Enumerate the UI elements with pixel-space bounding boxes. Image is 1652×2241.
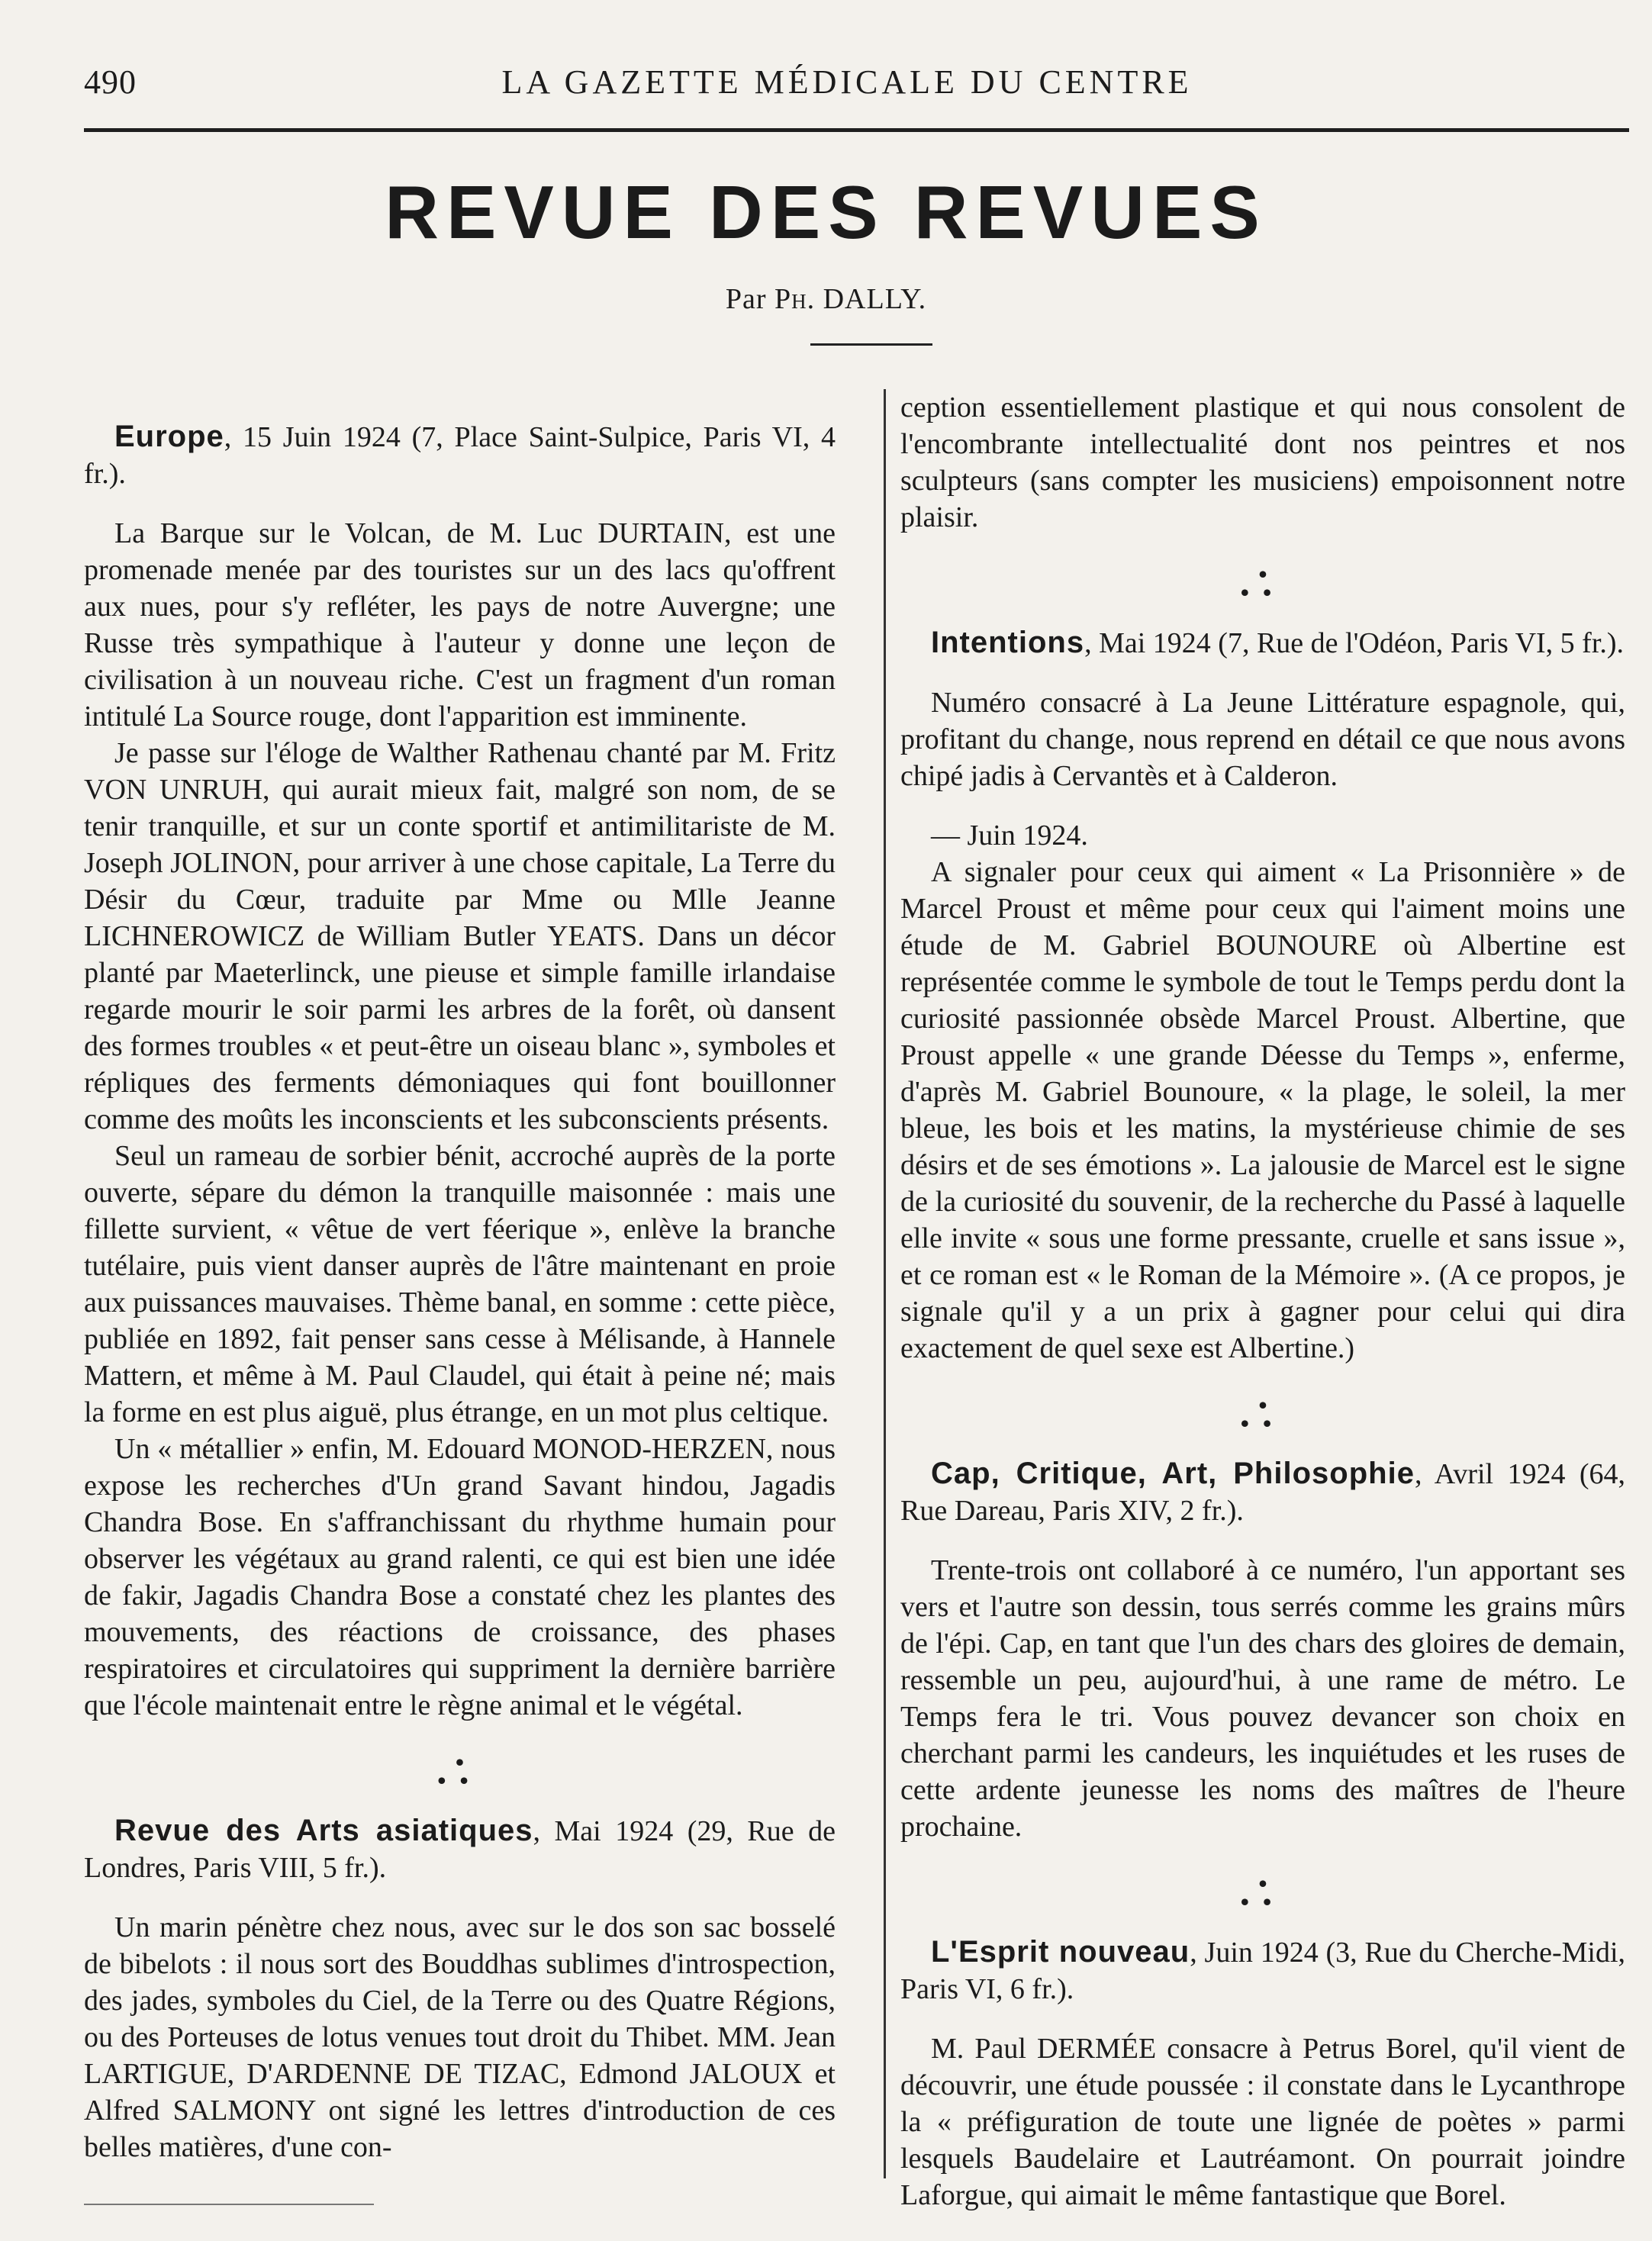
entry-heading-esprit-nouveau <box>900 1934 1625 2008</box>
paragraph: A signaler pour ceux qui aiment « La Prisonnière » de Marcel Proust et même pour ceux qui l'aiment moins une étude de M. Gabriel BOUNOURE où Albertine est représentée comme le symbole de tout le Temps perdu dont la curiosité passionnée obsède Marcel Proust. Albertine, que Proust appelle « une grande Déesse du Temps », enferme, d'après M. Gabriel Bounoure, « la plage, le soleil, la mer bleue, les bois et les matins, la mystérieuse chimie de ses désirs et de ses émotions ». La jalousie de Marcel est le signe de la curiosité du souvenir, de la recherche du Passé à laquelle elle invite « sous une forme pressante, cruelle et sans issue », et ce roman est « le Roman de la Mémoire ». (A ce propos, je signale qu'il y a un prix à gagner pour celui qui dira exactement de quel sexe est Albertine.) <box>900 856 1625 1364</box>
separator-dot: • <box>1258 1869 1267 1897</box>
separator-dots: •• <box>437 1766 482 1794</box>
separator-dots: •• <box>1240 578 1286 606</box>
paragraph: — Juin 1924. <box>931 819 1088 852</box>
section-separator <box>900 1869 1625 1915</box>
journal-title-arts-asiatiques: Revue des Arts asiatiques <box>114 1814 533 1847</box>
title-rule <box>810 343 932 346</box>
journal-details-intentions: , Mai 1924 (7, Rue de l'Odéon, Paris VI, 5 fr.). <box>1084 627 1625 659</box>
paragraph-continuation: ception essentiellement plastique et qui nous consolent de l'encombrante intellectualité dont nos peintres et nos sculpteurs (sans compter les musiciens) empoisonnent notre plaisir. <box>900 391 1625 533</box>
separator-dot: • <box>455 1748 465 1776</box>
journal-name: LA GAZETTE MÉDICALE DU CENTRE <box>501 63 1193 101</box>
paragraph: Trente-trois ont collaboré à ce numéro, l'un apportant ses vers et l'autre son dessin, tous serrés comme les grains mûrs de l'épi. Cap, en tant que l'un des chars des gloires de demain, ressemble un peu, aujourd'hui, à une rame de métro. Le Temps fera le tri. Vous pouvez devancer son choix en cherchant parmi les candeurs, les inquiétudes et les ruses de cette ardente jeunesse les noms des maîtres de l'heure prochaine. <box>900 1554 1625 1843</box>
separator-dot: • <box>1258 1391 1267 1418</box>
journal-details-esprit-nouveau: , Juin 1924 (3, Rue du Cherche-Midi, Paris VI, 6 fr.). <box>900 1937 1626 2005</box>
byline-prefix: Par <box>725 283 767 315</box>
journal-title-cap: Cap, Critique, Art, Philosophie <box>931 1457 1415 1490</box>
entry-heading-arts-asiatiques <box>84 1812 836 1886</box>
journal-title-intentions: Intentions <box>931 626 1085 659</box>
paragraph: Numéro consacré à La Jeune Littérature espagnole, qui, profitant du change, nous reprend en détail ce que nous avons chipé jadis à Cervantès et à Calderon. <box>900 687 1625 792</box>
paragraph: Seul un rameau de sorbier bénit, accroché auprès de la porte ouverte, sépare du démon la tranquille maisonnée : mais une fillette survient, « vêtue de vert féerique », enlève la branche tutélaire, puis vient danser auprès de l'âtre maintenant en proie aux puissances mauvaises. Thème banal, en somme : cette pièce, publiée en 1892, fait penser sans cesse à Mélisande, à Hannele Mattern, et même à M. Paul Claudel, qui était à peine né; mais la forme en est plus aiguë, plus étrange, en un mot plus celtique. <box>84 1140 836 1428</box>
page-number: 490 <box>84 63 137 101</box>
byline <box>0 282 1652 316</box>
page-title: REVUE DES REVUES <box>385 170 1267 254</box>
paragraph: La Barque sur le Volcan, de M. Luc DURTAIN, est une promenade menée par des touristes sur un des lacs qu'offrent aux nues, pour s'y refléter, les pays de notre Auvergne; une Russe très sympathique à l'auteur y donne une leçon de civilisation à un nouveau riche. C'est un fragment d'un roman intitulé La Source rouge, dont l'apparition est imminente. <box>84 517 836 733</box>
separator-dots: •• <box>1240 1888 1286 1915</box>
right-column <box>900 389 1625 2214</box>
footer-rule <box>84 2204 374 2205</box>
byline-author: Ph. DALLY. <box>774 283 927 315</box>
entry-heading-cap <box>900 1455 1625 1529</box>
journal-details-cap: , Avril 1924 (64, Rue Dareau, Paris XIV, 2 fr.). <box>900 1458 1625 1527</box>
journal-details-arts-asiatiques: , Mai 1924 (29, Rue de Londres, Paris VIII, 5 fr.). <box>84 1815 836 1884</box>
journal-title-europe: Europe <box>114 420 224 453</box>
header-rule <box>84 128 1629 132</box>
separator-dot: • <box>1258 560 1267 588</box>
column-divider <box>884 389 886 2178</box>
left-column <box>84 389 836 2165</box>
paragraph: Je passe sur l'éloge de Walther Rathenau chanté par M. Fritz VON UNRUH, qui aurait mieux fait, malgré son nom, de se tenir tranquille, et sur un conte sportif et antimilitariste de M. Joseph JOLINON, pour arriver à une chose capitale, La Terre du Désir du Cœur, traduite par Mme ou Mlle Jeanne LICHNEROWICZ de William Butler YEATS. Dans un décor planté par Maeterlinck, une pieuse et simple famille irlandaise regarde mourir le soir parmi les arbres de la forêt, où dansent des formes troubles « et peut-être un oiseau blanc », symboles et répliques des ferments démoniaques qui font bouillonner comme des moûts les inconscients et les subconscients présents. <box>84 737 836 1135</box>
section-separator <box>84 1748 836 1794</box>
entry-heading-europe <box>84 418 836 492</box>
running-head <box>84 63 1610 108</box>
paragraph: Un marin pénètre chez nous, avec sur le dos son sac bosselé de bibelots : il nous sort des Bouddhas sublimes d'introspection, des jades, symboles du Ciel, de la Terre ou des Quatre Régions, ou des Porteuses de lotus venues tout droit du Thibet. MM. Jean LARTIGUE, D'ARDENNE DE TIZAC, Edmond JALOUX et Alfred SALMONY ont signé les lettres d'introduction de ces belles matières, d'une con- <box>84 1911 836 2163</box>
section-separator <box>900 560 1625 606</box>
separator-dots: •• <box>1240 1409 1286 1437</box>
section-separator <box>900 1391 1625 1437</box>
journal-details-europe: , 15 Juin 1924 (7, Place Saint-Sulpice, Paris VI, 4 fr.). <box>84 421 836 490</box>
paragraph: M. Paul DERMÉE consacre à Petrus Borel, qu'il vient de découvrir, une étude poussée : il constate dans le Lycanthrope la « préfiguration de toute une lignée de poètes » parmi lesquels Baudelaire et Lautréamont. On pourrait joindre Laforgue, qui aimait le même fantastique que Borel. <box>900 2033 1625 2211</box>
paragraph: Un « métallier » enfin, M. Edouard MONOD-HERZEN, nous expose les recherches d'Un grand Savant hindou, Jagadis Chandra Bose. En s'affranchissant du rhythme humain pour observer les végétaux au grand ralenti, ce qui est bien une idée de fakir, Jagadis Chandra Bose a constaté chez les plantes des mouvements, des réactions de croissance, des phases respiratoires et circulatoires qui suppriment la dernière barrière que l'école maintenait entre le règne animal et le végétal. <box>84 1433 836 1721</box>
entry-heading-intentions <box>900 624 1625 662</box>
journal-title-esprit-nouveau: L'Esprit nouveau <box>931 1935 1190 1969</box>
